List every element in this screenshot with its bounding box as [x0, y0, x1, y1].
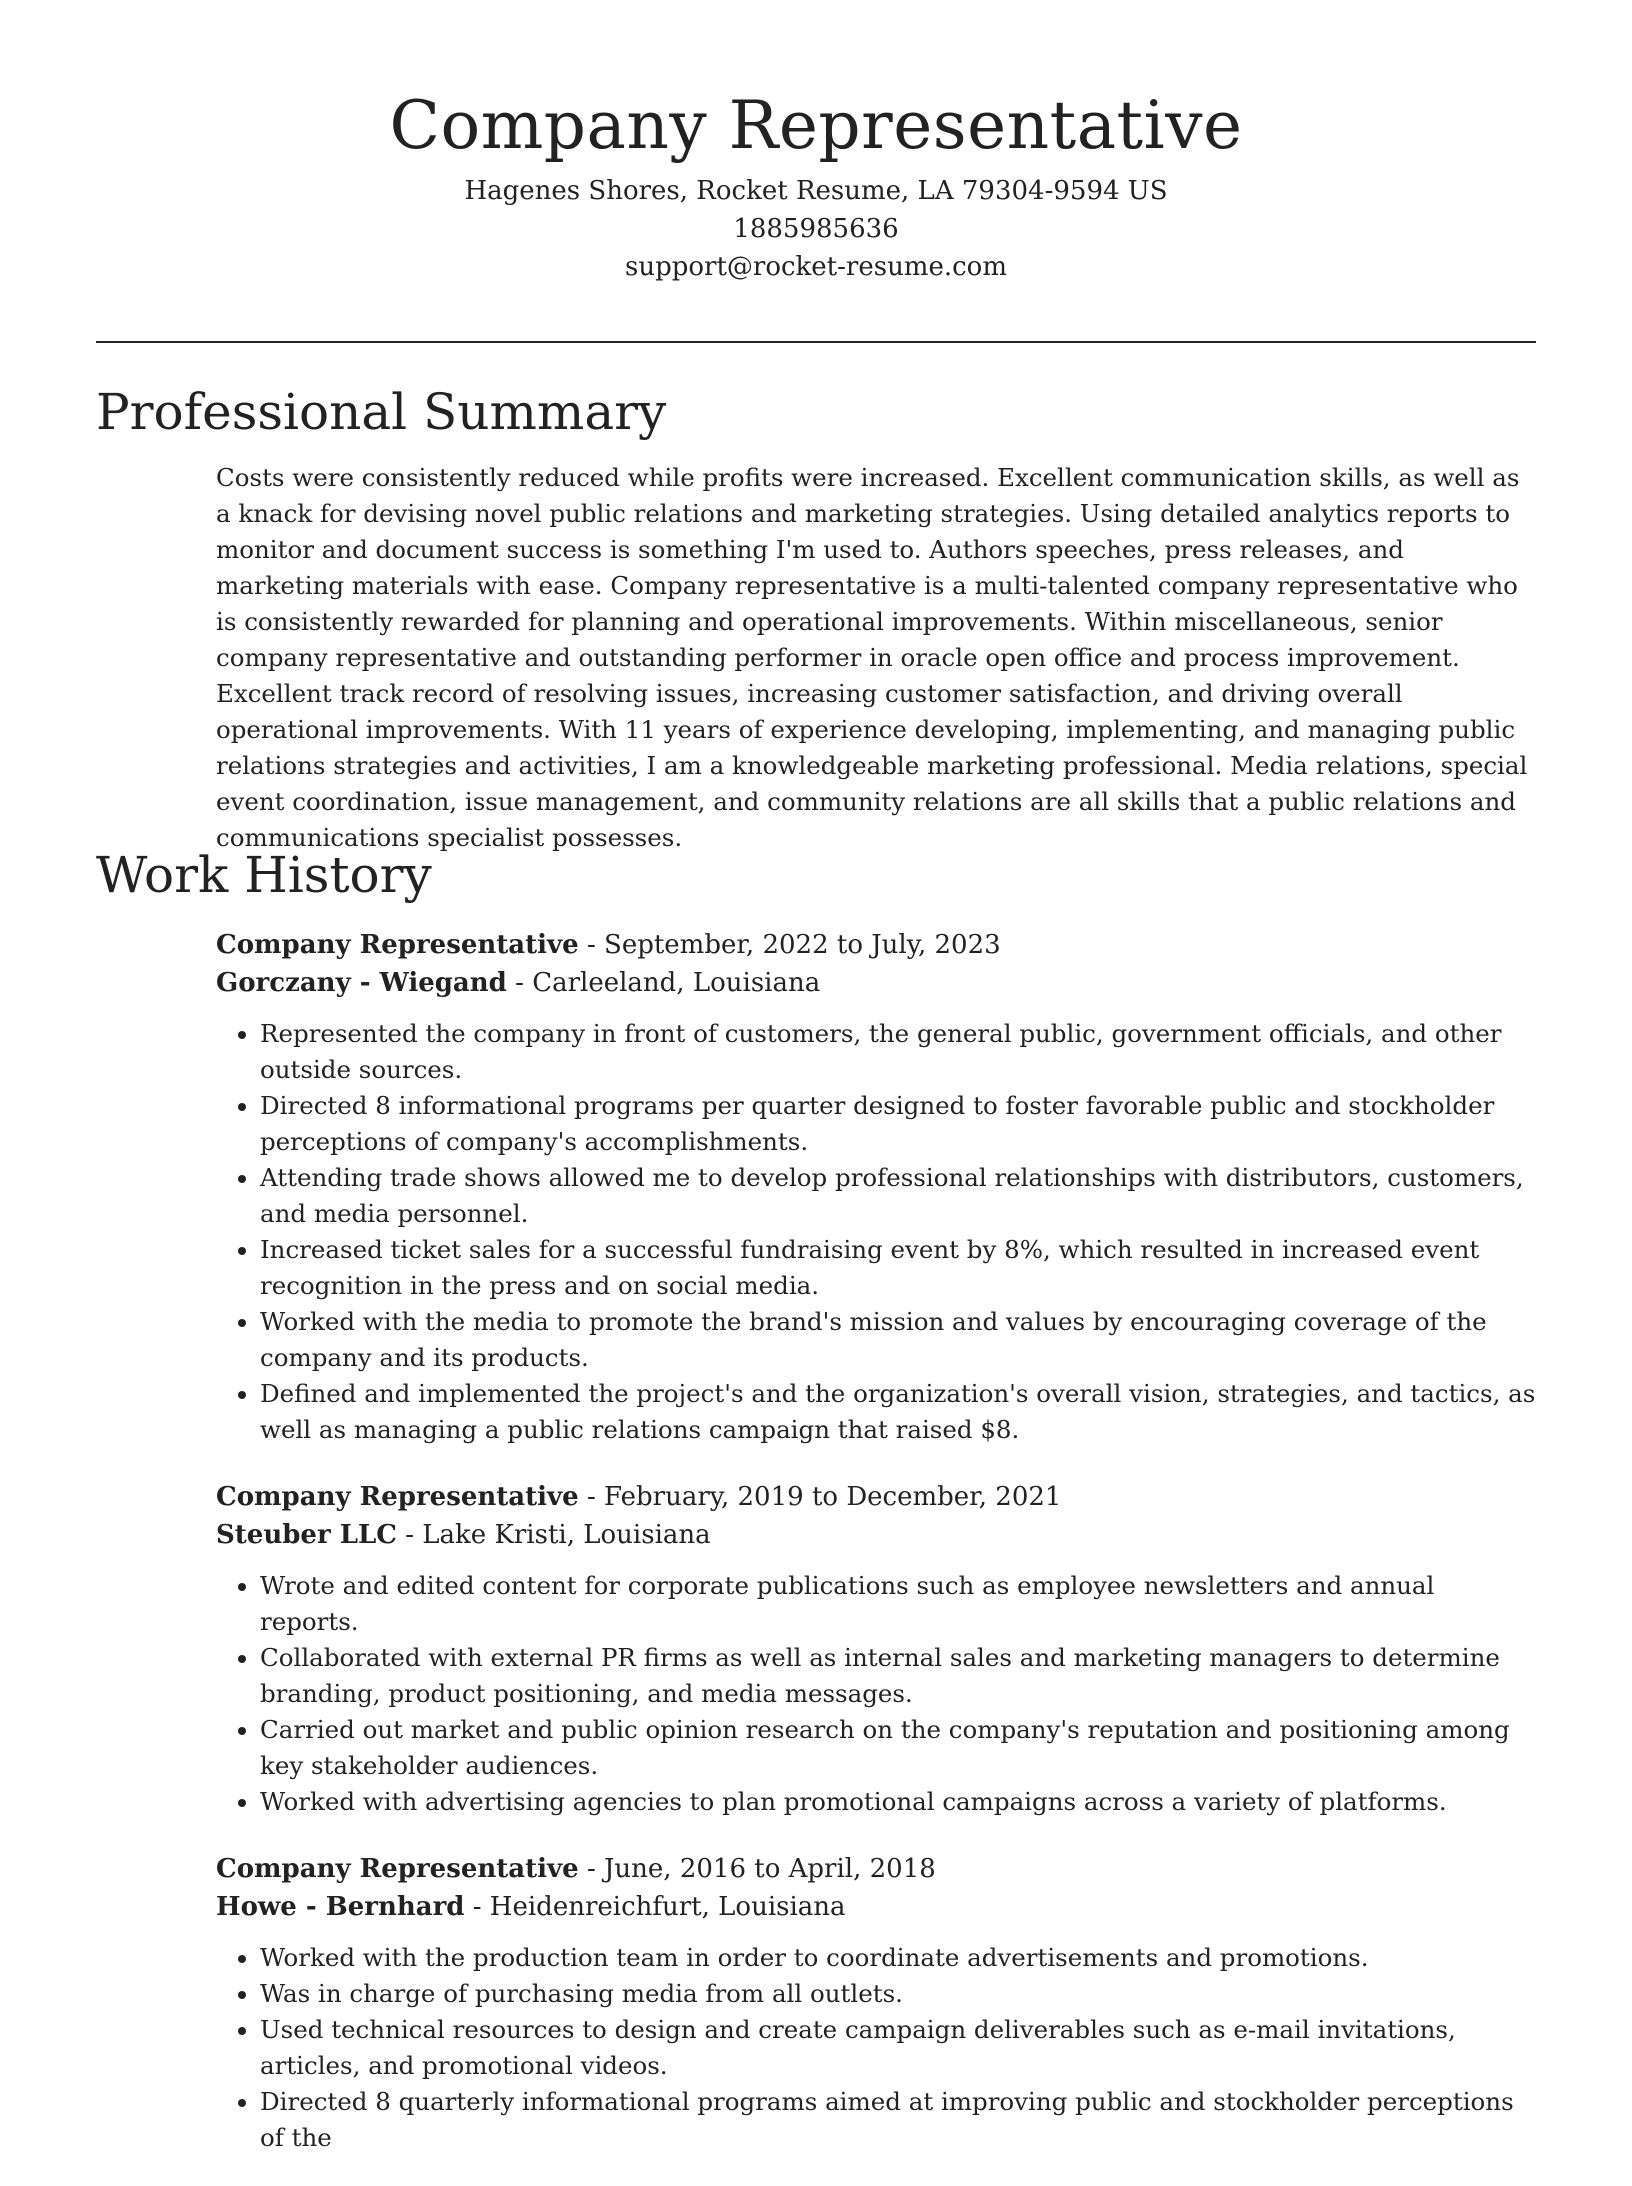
job-bullet: • Attending trade shows allowed me to develop professional relationships with distributors, customers, and media personnel.	[260, 1160, 1538, 1232]
job-bullet: • Worked with advertising agencies to plan promotional campaigns across a variety of platforms.	[260, 1784, 1538, 1820]
header-divider	[96, 341, 1536, 343]
job-bullet: • Was in charge of purchasing media from all outlets.	[260, 1976, 1538, 2012]
job-dates: - June, 2016 to April, 2018	[578, 1854, 936, 1884]
job-title-line	[216, 1478, 1538, 1516]
job-bullet: • Worked with the production team in order to coordinate advertisements and promotions.	[260, 1940, 1538, 1976]
job-location: - Carleeland, Louisiana	[506, 968, 821, 998]
job-entry	[216, 926, 1538, 1448]
job-bullet: • Used technical resources to design and create campaign deliverables such as e-mail invitations, articles, and promotional videos.	[260, 2012, 1538, 2084]
job-bullet: • Collaborated with external PR firms as well as internal sales and marketing managers to determine branding, product positioning, and media messages.	[260, 1640, 1538, 1712]
job-bullet: • Defined and implemented the project's and the organization's overall vision, strategies, and tactics, as well as managing a public relations campaign that raised $8.	[260, 1376, 1538, 1448]
work-history-heading: Work History	[96, 846, 432, 904]
resume-header	[96, 80, 1536, 286]
job-bullet: • Carried out market and public opinion research on the company's reputation and positioning among key stakeholder audiences.	[260, 1712, 1538, 1784]
job-bullet: • Directed 8 quarterly informational programs aimed at improving public and stockholder perceptions of the	[260, 2084, 1538, 2156]
work-history-list	[216, 926, 1538, 2186]
job-bullet: • Worked with the media to promote the brand's mission and values by encouraging coverage of the company and its products.	[260, 1304, 1538, 1376]
contact-address: Hagenes Shores, Rocket Resume, LA 79304-9594 US	[464, 176, 1168, 206]
job-bullet: • Directed 8 informational programs per quarter designed to foster favorable public and stockholder perceptions of company's accomplishments.	[260, 1088, 1538, 1160]
job-bullet: • Increased ticket sales for a successful fundraising event by 8%, which resulted in increased event recognition in the press and on social media.	[260, 1232, 1538, 1304]
job-company: Steuber LLC	[216, 1520, 397, 1550]
contact-phone: 1885985636	[733, 214, 899, 244]
job-company: Howe - Bernhard	[216, 1892, 465, 1922]
job-company: Gorczany - Wiegand	[216, 968, 507, 998]
job-company-line	[216, 1888, 1538, 1926]
job-dates: - September, 2022 to July, 2023	[578, 930, 1001, 960]
job-bullet: • Represented the company in front of customers, the general public, government officials, and other outside sources.	[260, 1016, 1538, 1088]
job-title-line	[216, 1850, 1538, 1888]
job-title: Company Representative	[216, 1482, 579, 1512]
summary-text: Costs were consistently reduced while profits were increased. Excellent communication skills, as well as a knack for devising novel public relations and marketing strategies. Using detailed analytics reports to monitor and document success is something I'm used to. Authors speeches, press releases, and marketing materials with ease. Company representative is a multi-talented company representative who is consistently rewarded for planning and operational improvements. Within miscellaneous, senior company representative and outstanding performer in oracle open office and process improvement. Excellent track record of resolving issues, increasing customer satisfaction, and driving overall operational improvements. With 11 years of experience developing, implementing, and managing public relations strategies and activities, I am a knowledgeable marketing professional. Media relations, special event coordination, issue management, and community relations are all skills that a public relations and communications specialist possesses.	[216, 463, 1528, 852]
job-dates: - February, 2019 to December, 2021	[578, 1482, 1062, 1512]
summary-heading: Professional Summary	[96, 383, 667, 441]
job-title: Company Representative	[216, 930, 579, 960]
candidate-name: Company Representative	[389, 87, 1243, 164]
job-location: - Lake Kristi, Louisiana	[396, 1520, 711, 1550]
job-title: Company Representative	[216, 1854, 579, 1884]
job-bullets	[216, 1016, 1538, 1448]
job-entry	[216, 1850, 1538, 2156]
job-bullets	[216, 1568, 1538, 1820]
job-company-line	[216, 964, 1538, 1002]
contact-email: support@rocket-resume.com	[624, 252, 1007, 282]
job-location: - Heidenreichfurt, Louisiana	[464, 1892, 846, 1922]
job-entry	[216, 1478, 1538, 1820]
job-title-line	[216, 926, 1538, 964]
job-bullets	[216, 1940, 1538, 2156]
job-company-line	[216, 1516, 1538, 1554]
job-bullet: • Wrote and edited content for corporate publications such as employee newsletters and annual reports.	[260, 1568, 1538, 1640]
